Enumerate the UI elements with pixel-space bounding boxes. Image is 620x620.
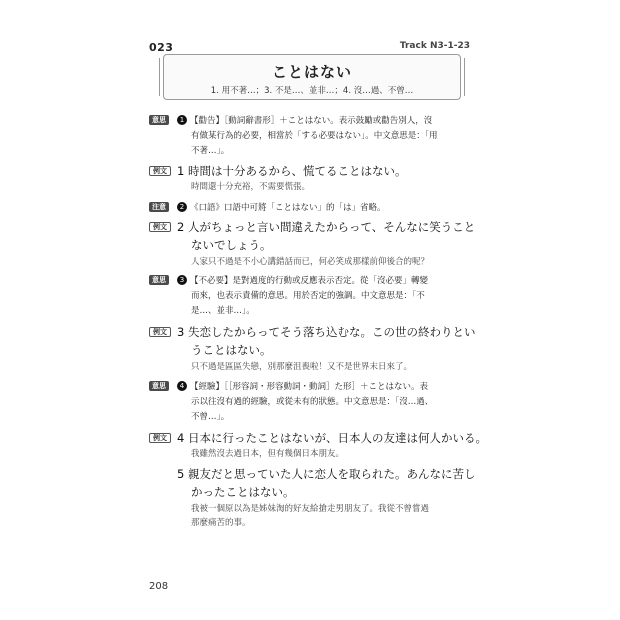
sense-3-number: 3 <box>177 275 187 285</box>
meaning-tag: 意思 <box>149 381 169 391</box>
track-label: Track N3-1-23 <box>399 41 470 51</box>
sense-4-line-1: 4 【經驗】［［形容詞・形容動詞・動詞］た形］＋ことはない。表 <box>177 380 428 392</box>
example-tag: 例文 <box>149 166 171 176</box>
example-5-translation-line-2: 那麼痛苦的事。 <box>191 518 251 528</box>
example-tag: 例文 <box>149 327 171 337</box>
example-5-translation-line-1: 我被一個原以為是姊妹淘的好友給搶走男朋友了。我從不曾嘗過 <box>191 504 430 514</box>
example-1-translation: 時間還十分充裕，不需要慌張。 <box>191 182 311 192</box>
sense-4-line-2: 示以往沒有過的經驗，或從未有的狀態。中文意思是：「沒…過、 <box>191 397 434 407</box>
sense-1-line-3: 不著…」。 <box>191 146 230 156</box>
example-2-japanese-line-1: 2 人がちょっと言い間違えたからって、そんなに笑うこと <box>177 220 476 234</box>
example-3-japanese-line-2: うことはない。 <box>191 343 272 357</box>
sense-3-line-2: 而來，也表示責備的意思。用於否定的強調。中文意思是：「不 <box>191 291 425 301</box>
sense-1-line-1: 1 【勸告】［動詞辭書形］＋ことはない。表示鼓勵或勸告別人，沒 <box>177 114 432 126</box>
example-5-japanese-line-1: 5 親友だと思っていた人に恋人を取られた。あんなに苦し <box>177 467 476 481</box>
meaning-tag: 意思 <box>149 115 169 125</box>
example-3-japanese-line-1: 3 失恋したからってそう落ち込むな。この世の終わりとい <box>177 325 476 339</box>
sense-4-number: 4 <box>177 381 187 391</box>
example-tag: 例文 <box>149 222 171 232</box>
note-2-number: 2 <box>177 202 187 212</box>
example-2-japanese-line-2: ないでしょう。 <box>191 238 272 252</box>
example-3-translation: 只不過是區區失戀，別那麼沮喪啦！又不是世界末日來了。 <box>191 362 413 372</box>
example-5-japanese-line-2: かったことはない。 <box>191 485 295 499</box>
sense-1-number: 1 <box>177 115 187 125</box>
example-tag: 例文 <box>149 433 171 443</box>
entry-subtitle: 1. 用不著…；3. 不是…、並非…；4. 沒…過、不曾… <box>210 86 414 96</box>
example-4-japanese: 4 日本に行ったことはないが、日本人の友達は何人かいる。 <box>177 431 487 445</box>
sense-3-line-3: 是…、並非…」。 <box>191 306 255 316</box>
entry-number: 023 <box>149 41 174 54</box>
example-4-translation: 我雖然沒去過日本，但有幾個日本朋友。 <box>191 449 345 459</box>
example-2-translation: 人家只不過是不小心講錯話而已，何必笑成那樣前仰後合的呢？ <box>191 257 430 267</box>
note-2-line: 2 《口語》口語中可將「ことはない」的「は」省略。 <box>177 201 386 213</box>
page-number: 208 <box>149 581 169 592</box>
sense-1-line-2: 有做某行為的必要，相當於「する必要はない」。中文意思是：「用 <box>191 131 438 141</box>
entry-title: ことはない <box>271 63 352 81</box>
example-1-japanese: 1 時間は十分あるから、慌てることはない。 <box>177 164 407 178</box>
note-tag: 注意 <box>149 202 169 212</box>
sense-3-line-1: 3 【不必要】是對過度的行動或反應表示否定。從「沒必要」轉變 <box>177 274 428 286</box>
meaning-tag: 意思 <box>149 275 169 285</box>
sense-4-line-3: 不曾…」。 <box>191 412 230 422</box>
title-box <box>163 54 461 100</box>
